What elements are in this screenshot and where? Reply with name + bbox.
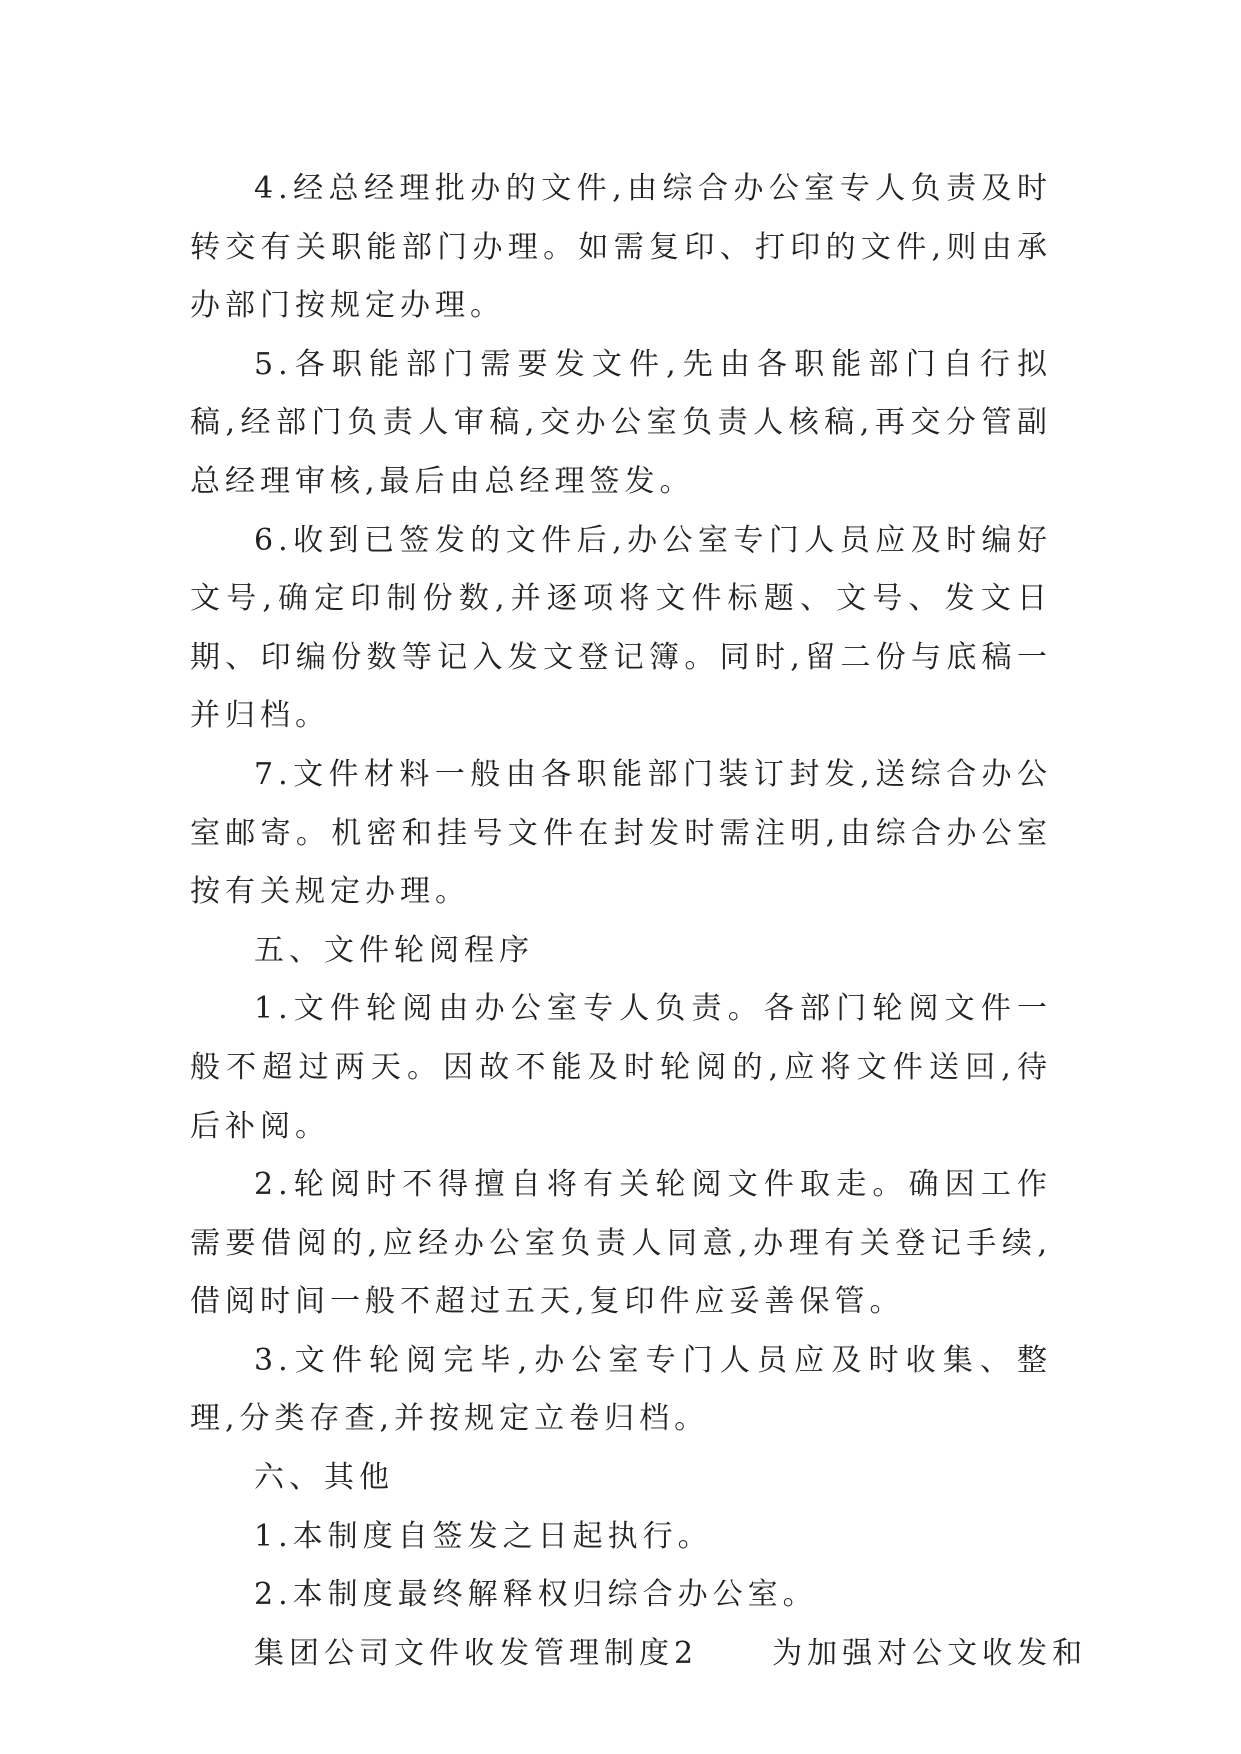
paragraph-rule-4: 4.经总经理批办的文件,由综合办公室专人负责及时转交有关职能部门办理。如需复印、打印的文件,则由承办部门按规定办理。 (190, 171, 1052, 324)
paragraph-review-1: 1.文件轮阅由办公室专人负责。各部门轮阅文件一般不超过两天。因故不能及时轮阅的,应将文件送回,待后补阅。 (190, 991, 1052, 1144)
next-document-title: 集团公司文件收发管理制度2 (254, 1635, 699, 1671)
paragraph-rule-5: 5.各职能部门需要发文件,先由各职能部门自行拟稿,经部门负责人审稿,交办公室负责人核稿,再交分管副总经理审核,最后由总经理签发。 (190, 346, 1052, 499)
document-body (190, 160, 1088, 1683)
next-document-line (190, 1625, 1088, 1684)
paragraph-review-2: 2.轮阅时不得擅自将有关轮阅文件取走。确因工作需要借阅的,应经办公室负责人同意,办理有关登记手续,借阅时间一般不超过五天,复印件应妥善保管。 (190, 1167, 1052, 1320)
paragraph-rule-7: 7.文件材料一般由各职能部门装订封发,送综合办公室邮寄。机密和挂号文件在封发时需注明,由综合办公室按有关规定办理。 (190, 756, 1052, 910)
section-heading-5: 五、文件轮阅程序 (254, 932, 534, 968)
paragraph-rule-6: 6.收到已签发的文件后,办公室专门人员应及时编好文号,确定印制份数,并逐项将文件标题、文号、发文日期、印编份数等记入发文登记簿。同时,留二份与底稿一并归档。 (190, 522, 1052, 734)
paragraph-review-3: 3.文件轮阅完毕,办公室专门人员应及时收集、整理,分类存查,并按规定立卷归档。 (190, 1342, 1052, 1437)
section-heading-6: 六、其他 (254, 1460, 394, 1496)
paragraph-other-1: 1.本制度自签发之日起执行。 (254, 1518, 713, 1554)
next-document-intro: 为加强对公文收发和 (772, 1635, 1088, 1671)
paragraph-other-2: 2.本制度最终解释权归综合办公室。 (254, 1577, 818, 1613)
